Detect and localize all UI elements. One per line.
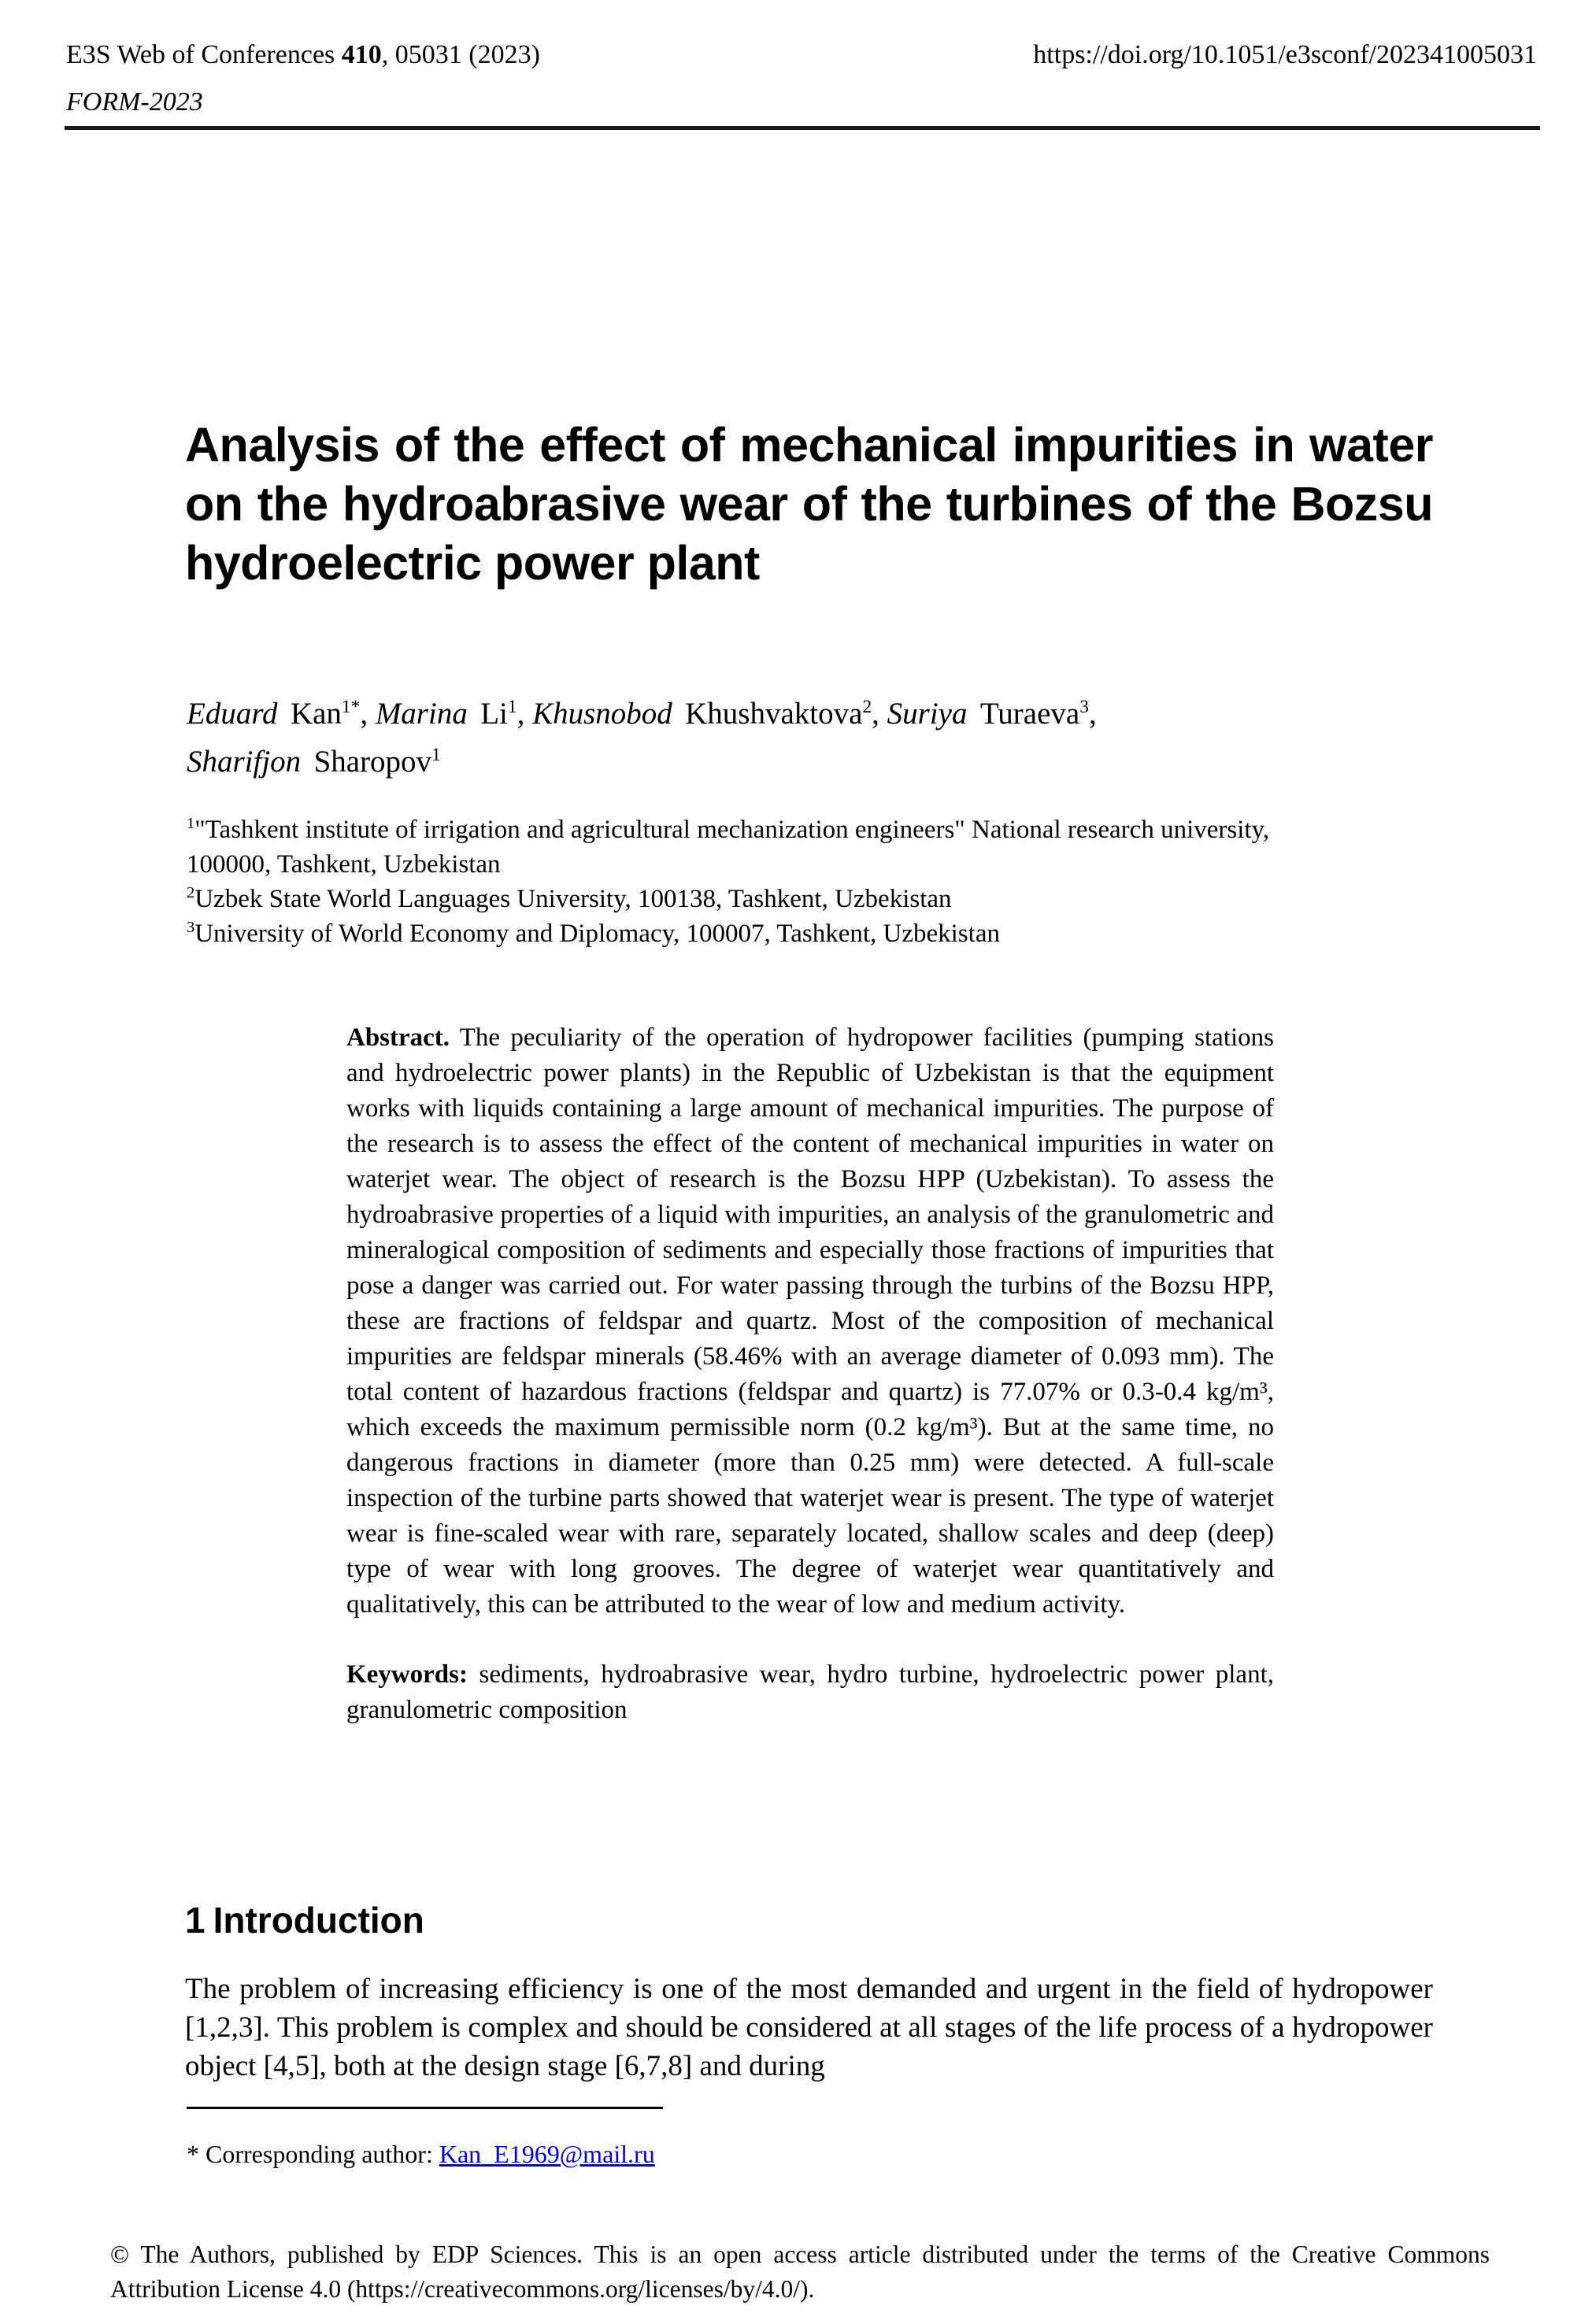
page-header — [66, 39, 1537, 118]
author-affiliation-mark: 1* — [341, 697, 361, 717]
keywords-paragraph — [346, 1657, 1274, 1728]
author-given-name: Suriya — [887, 697, 968, 731]
author — [187, 697, 368, 731]
author-list — [187, 690, 1257, 786]
corresponding-author-label: * Corresponding author: — [187, 2140, 433, 2168]
author-given-name: Marina — [375, 697, 468, 731]
affiliation — [187, 882, 1328, 916]
author — [187, 745, 441, 779]
author-separator: , — [872, 697, 879, 731]
author-affiliation-mark: 1 — [507, 697, 517, 717]
author-given-name: Sharifjon — [187, 745, 302, 779]
section-heading-introduction — [185, 1899, 424, 1941]
author — [532, 697, 879, 731]
abstract-block — [346, 1020, 1274, 1728]
corresponding-author-email-link[interactable]: Kan_E1969@mail.ru — [439, 2140, 655, 2168]
author-given-name: Khusnobod — [532, 697, 672, 731]
author-affiliation-mark: 1 — [431, 745, 441, 765]
license-text: © The Authors, published by EDP Sciences. This is an open access article distributed under the terms of the Creative Commons Attribution License 4.0 (https://creativecommons.org/licenses/by/4.0/). — [110, 2241, 1490, 2303]
author-family-name: Khushvaktova — [685, 697, 863, 731]
author — [376, 697, 525, 731]
affiliation — [187, 916, 1328, 951]
citation-rest: , 05031 (2023) — [381, 40, 540, 69]
keywords-label: Keywords: — [346, 1660, 468, 1689]
abstract-paragraph — [346, 1020, 1274, 1623]
abstract-label: Abstract. — [346, 1023, 450, 1052]
affiliation — [187, 812, 1328, 882]
doi-text: https://doi.org/10.1051/e3sconf/202341005031 — [1033, 40, 1537, 69]
introduction-paragraph: The problem of increasing efficiency is one of the most demanded and urgent in the field of hydropower [1,2,3]. This problem is complex and should be considered at all stages of the life process of a hydropower object [4,5], both at the design stage [6,7,8] and during — [185, 1973, 1433, 2082]
journal-volume: 410 — [341, 40, 382, 69]
section-number: 1 — [185, 1900, 205, 1941]
keywords-text: sediments, hydroabrasive wear, hydro turbine, hydroelectric power plant, granulometric composition — [346, 1660, 1274, 1724]
author-separator: , — [517, 697, 525, 731]
affiliation-text: University of World Economy and Diplomacy, 100007, Tashkent, Uzbekistan — [194, 920, 1000, 948]
abstract-text: The peculiarity of the operation of hydropower facilities (pumping stations and hydroelectric power plants) in the Republic of Uzbekistan is that the equipment works with liquids containing a large amount of mechanical impurities. The purpose of the research is to assess the effect of the content of mechanical impurities in water on waterjet wear. The object of research is the Bozsu HPP (Uzbekistan). To assess the hydroabrasive properties of a liquid with impurities, an analysis of the granulometric and mineralogical composition of sediments and especially those fractions of impurities that pose a danger was carried out. For water passing through the turbins of the Bozsu HPP, these are fractions of feldspar and quartz. Most of the composition of mechanical impurities are feldspar minerals (58.46% with an average diameter of 0.093 mm). The total content of hazardous fractions (feldspar and quartz) is 77.07% or 0.3-0.4 kg/m³, which exceeds the maximum permissible norm (0.2 kg/m³). But at the same time, no dangerous fractions in diameter (more than 0.25 mm) were detected. A full-scale inspection of the turbine parts showed that waterjet wear is present. The type of waterjet wear is fine-scaled wear with rare, separately located, shallow scales and deep (deep) type of wear with long grooves. The degree of waterjet wear quantitatively and qualitatively, this can be attributed to the wear of low and medium activity. — [346, 1023, 1274, 1619]
footnote-divider — [187, 2107, 663, 2109]
author-separator: , — [1088, 697, 1097, 731]
corresponding-author-note — [187, 2138, 655, 2170]
affiliation-mark: 1 — [187, 815, 195, 832]
conference-name: FORM-2023 — [66, 87, 203, 117]
author-affiliation-mark: 3 — [1079, 697, 1089, 717]
paper-title: Analysis of the effect of mechanical impurities in water on the hydroabrasive wear of the turbines of the Bozsu hydroelectric power plant — [185, 418, 1433, 590]
author-affiliation-mark: 2 — [862, 697, 872, 717]
section-title: Introduction — [213, 1900, 424, 1941]
affiliation-text: "Tashkent institute of irrigation and agricultural mechanization engineers" National research university, 100000, Tashkent, Uzbekistan — [187, 816, 1270, 879]
affiliation-list — [187, 812, 1328, 951]
affiliation-mark: 2 — [187, 884, 195, 901]
author-family-name: Kan — [290, 697, 342, 731]
doi-block — [1033, 39, 1537, 71]
author — [887, 697, 1097, 731]
journal-name: E3S Web of Conferences — [66, 40, 335, 69]
header-divider — [65, 126, 1540, 130]
author-separator: , — [360, 697, 368, 731]
journal-citation-block — [66, 39, 540, 118]
author-family-name: Li — [480, 697, 508, 731]
affiliation-text: Uzbek State World Languages University, 100138, Tashkent, Uzbekistan — [194, 885, 952, 913]
author-given-name: Eduard — [187, 697, 278, 731]
journal-citation — [66, 39, 540, 71]
author-family-name: Turaeva — [979, 697, 1080, 731]
author-family-name: Sharopov — [313, 745, 432, 779]
affiliation-mark: 3 — [187, 919, 195, 936]
